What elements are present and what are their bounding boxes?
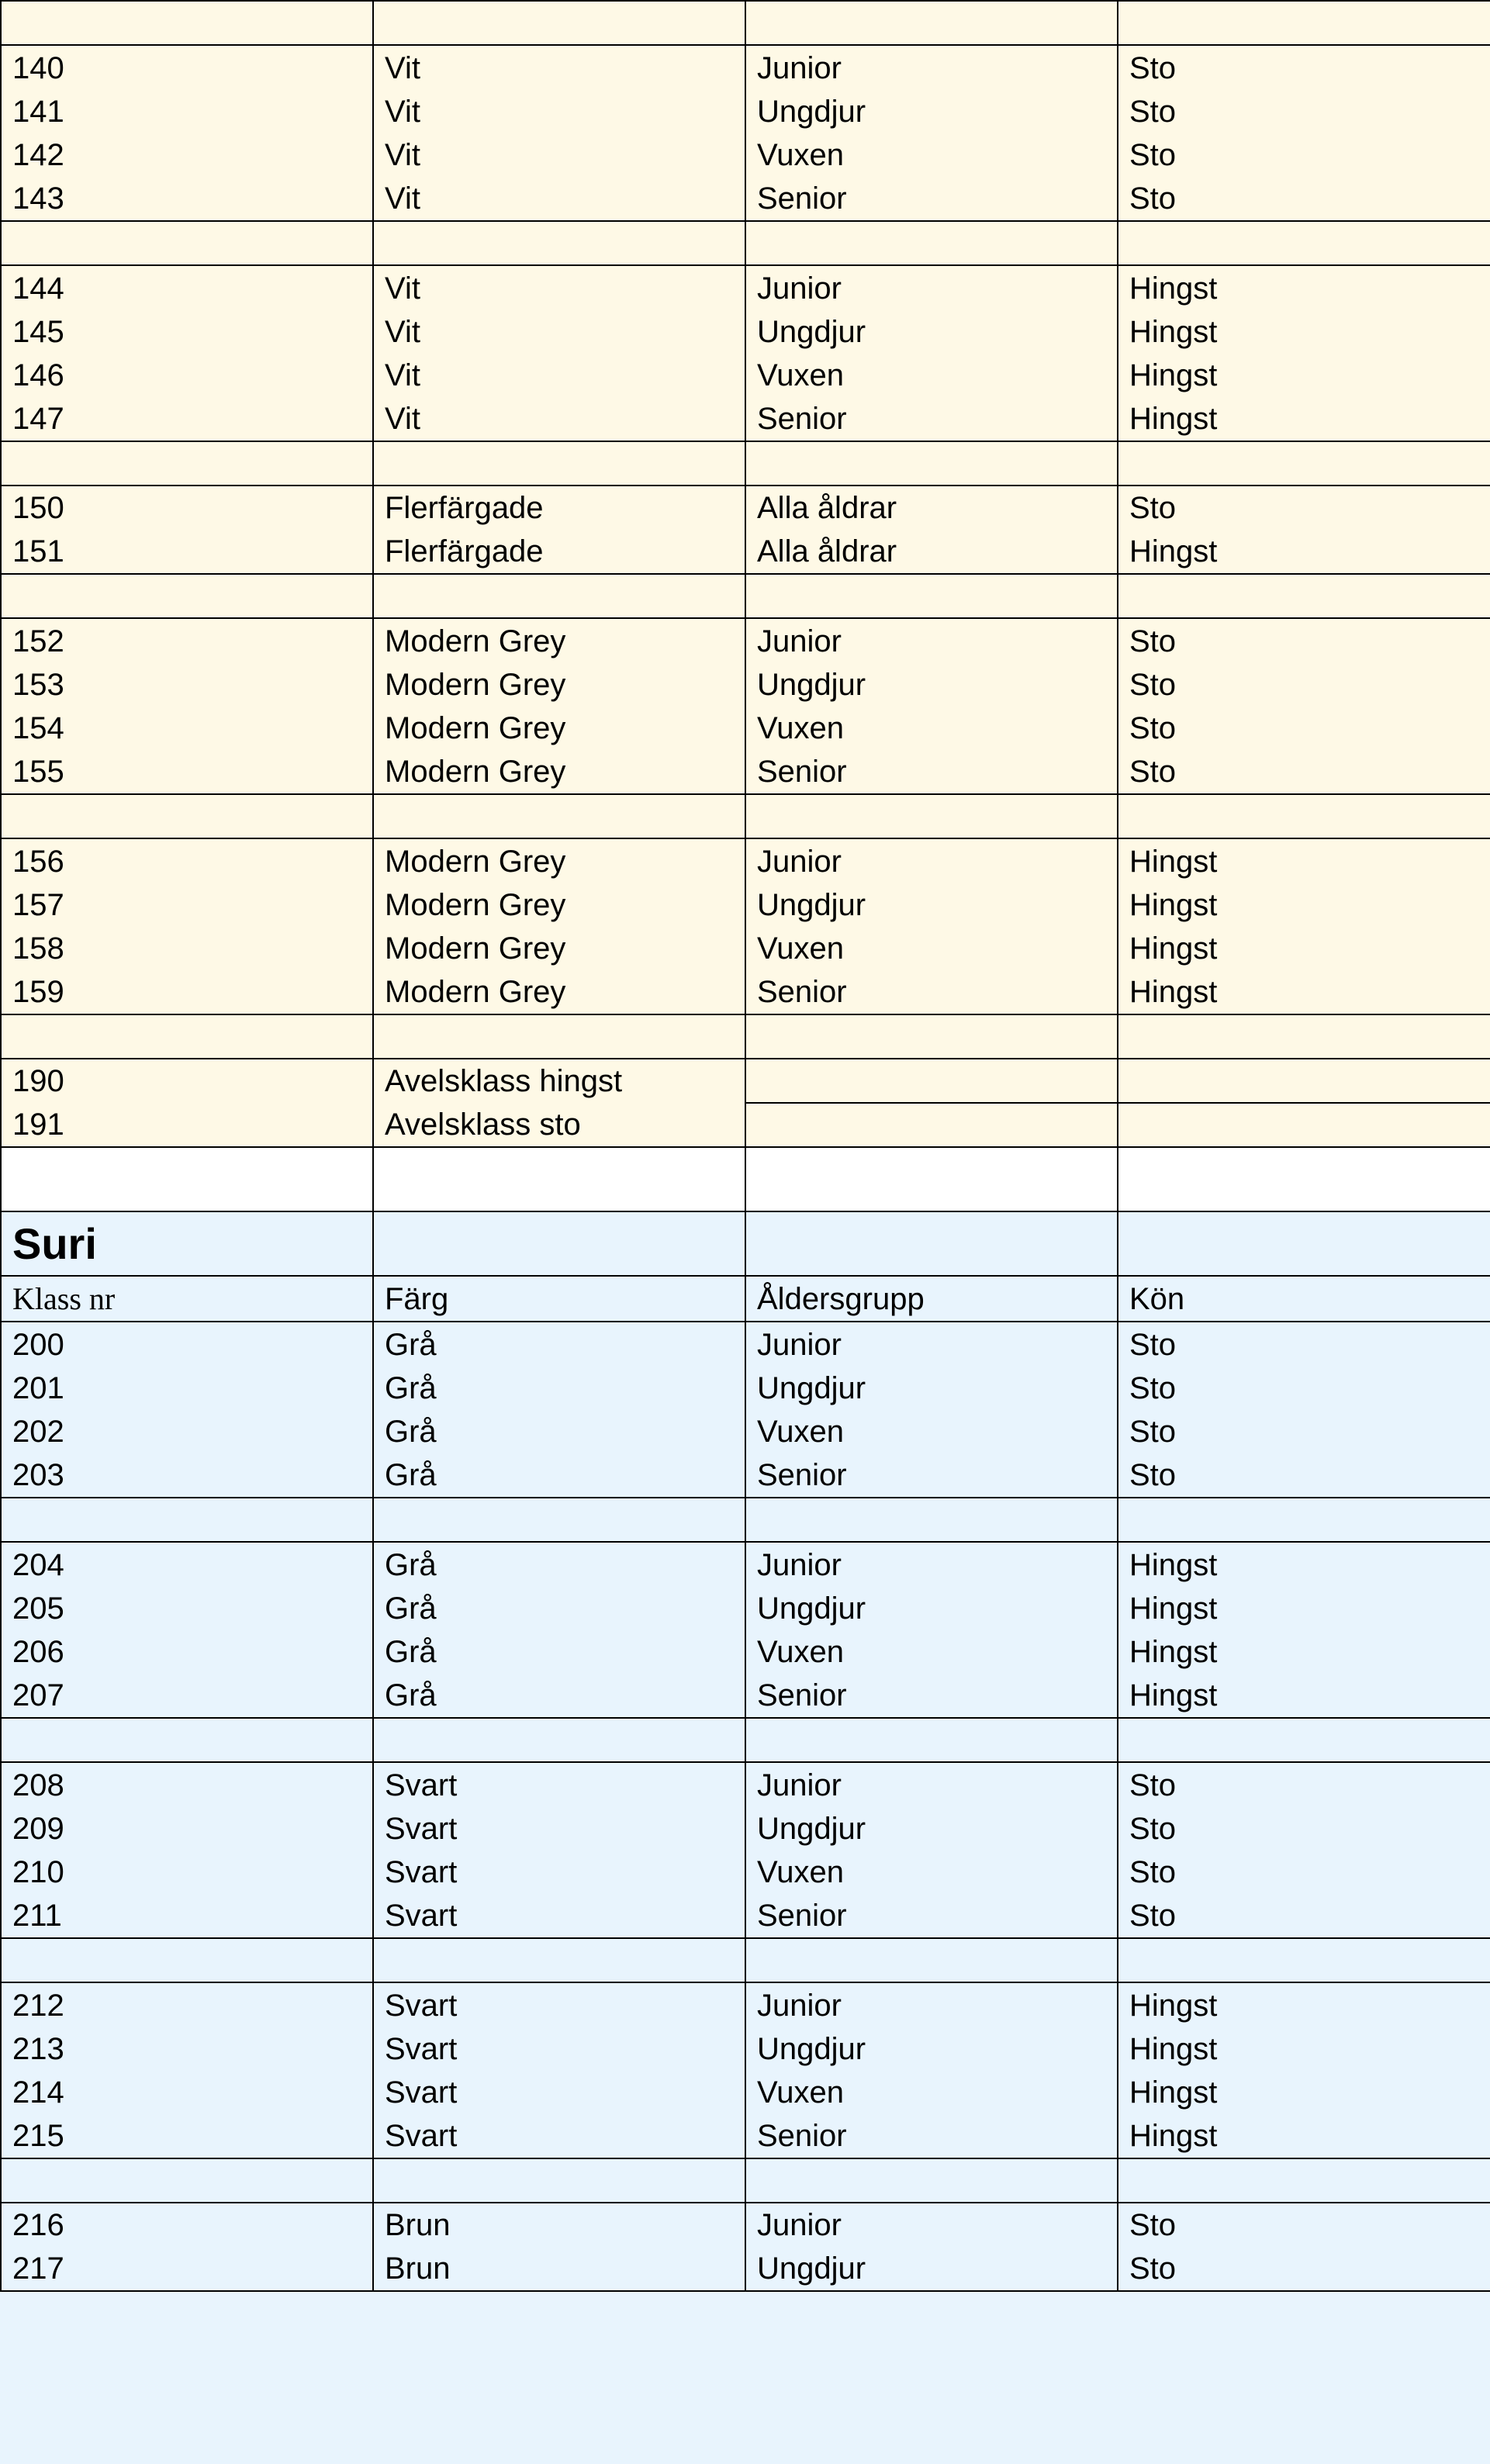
color-value: Vit <box>385 181 420 216</box>
class-number-value: 151 <box>12 534 64 568</box>
sex-value: Sto <box>1129 710 1177 745</box>
sex-value: Hingst <box>1129 1634 1218 1669</box>
color-cell <box>373 1762 745 1938</box>
age-group-cell <box>745 486 1118 574</box>
empty-cell <box>1118 794 1490 838</box>
color-cell <box>373 618 745 794</box>
sex-cell <box>1118 45 1490 221</box>
empty-cell <box>1118 1014 1490 1059</box>
age-group-value: Junior <box>757 1547 842 1582</box>
section-title <box>1 1211 373 1276</box>
class-group-row <box>1 838 1490 1014</box>
age-group-cell <box>745 838 1118 1014</box>
class-number-value: 212 <box>12 1988 64 2023</box>
age-group-value: Alla åldrar <box>757 534 897 568</box>
sex-value: Sto <box>1129 624 1177 658</box>
class-group-row <box>1 1322 1490 1498</box>
empty-cell <box>373 1498 745 1542</box>
age-group-value: Ungdjur <box>757 1370 866 1405</box>
color-value: Grå <box>385 1457 437 1492</box>
empty-cell <box>1118 1938 1490 1982</box>
sex-value: Sto <box>1129 1768 1177 1802</box>
sex-value: Hingst <box>1129 534 1218 568</box>
empty-cell <box>1 574 373 618</box>
empty-cell <box>745 1014 1118 1059</box>
class-number-value: 216 <box>12 2208 64 2242</box>
class-number-cell <box>1 1059 373 1147</box>
color-value: Vit <box>385 401 420 436</box>
empty-cell <box>1118 1498 1490 1542</box>
age-group-value: Alla åldrar <box>757 491 897 525</box>
empty-cell <box>373 794 745 838</box>
class-number-value: 190 <box>12 1064 64 1098</box>
empty-cell <box>745 221 1118 265</box>
sex-value: Sto <box>1129 50 1177 85</box>
sex-value: Sto <box>1129 2208 1177 2242</box>
color-value: Modern Grey <box>385 710 566 745</box>
sex-value: Hingst <box>1129 2075 1218 2110</box>
sex-value: Sto <box>1129 1854 1177 1889</box>
class-number-value: 211 <box>12 1898 62 1933</box>
sex-value: Sto <box>1129 137 1177 172</box>
sex-value: Sto <box>1129 181 1177 216</box>
age-group-value: Junior <box>757 271 842 306</box>
color-value: Vit <box>385 271 420 306</box>
spacer-row <box>1 1 1490 45</box>
sex-value: Hingst <box>1129 1988 1218 2023</box>
class-number-value: 207 <box>12 1678 64 1712</box>
class-number-value: 202 <box>12 1414 64 1449</box>
empty-cell <box>373 1211 745 1276</box>
empty-cell <box>745 441 1118 486</box>
color-value: Vit <box>385 50 420 85</box>
color-value: Grå <box>385 1547 437 1582</box>
age-group-value: Senior <box>757 2118 847 2153</box>
color-value: Brun <box>385 2251 451 2286</box>
class-number-value: 191 <box>12 1108 64 1142</box>
empty-cell <box>745 1211 1118 1276</box>
sex-value: Hingst <box>1129 1547 1218 1582</box>
sex-cell <box>1118 1542 1490 1718</box>
class-number-value: 217 <box>12 2251 64 2286</box>
age-group-cell <box>745 1542 1118 1718</box>
sex-cell <box>1118 265 1490 441</box>
class-number-value: 156 <box>12 844 64 879</box>
age-group-value: Ungdjur <box>757 2031 866 2066</box>
color-value: Svart <box>385 1768 458 1802</box>
sex-value: Sto <box>1129 1457 1177 1492</box>
age-group-value: Ungdjur <box>757 94 866 129</box>
class-number-value: 158 <box>12 931 64 966</box>
class-number-cell <box>1 1762 373 1938</box>
sex-value: Hingst <box>1129 1678 1218 1712</box>
sex-value: Sto <box>1129 491 1177 525</box>
empty-cell <box>745 1938 1118 1982</box>
empty-cell <box>745 574 1118 618</box>
class-number-value: 159 <box>12 974 64 1009</box>
spacer-row <box>1 1498 1490 1542</box>
color-value: Vit <box>385 314 420 349</box>
class-number-value: 147 <box>12 401 64 436</box>
age-group-value: Junior <box>757 1768 842 1802</box>
sex-cell <box>1118 1762 1490 1938</box>
empty-cell <box>373 1938 745 1982</box>
sex-value: Hingst <box>1129 2118 1218 2153</box>
age-group-value: Vuxen <box>757 358 844 392</box>
sex-value: Sto <box>1129 667 1177 702</box>
class-group-row <box>1 265 1490 441</box>
class-group-row <box>1 2203 1490 2291</box>
class-number-cell <box>1 1982 373 2158</box>
sex-value: Hingst <box>1129 271 1218 306</box>
class-number-value: 200 <box>12 1327 64 1362</box>
color-value: Grå <box>385 1327 437 1362</box>
age-group-value: Ungdjur <box>757 2251 866 2286</box>
age-group-cell <box>745 2203 1118 2291</box>
empty-cell <box>1 1498 373 1542</box>
age-group-cell <box>745 1322 1118 1498</box>
color-value: Vit <box>385 137 420 172</box>
empty-split-cell <box>1118 1059 1490 1147</box>
spacer-row <box>1 1938 1490 1982</box>
color-value: Grå <box>385 1591 437 1626</box>
empty-cell <box>1118 1147 1490 1211</box>
empty-cell <box>745 2158 1118 2203</box>
empty-cell <box>745 1147 1118 1211</box>
class-number-value: 150 <box>12 491 64 525</box>
empty-cell <box>745 1 1118 45</box>
class-number-cell <box>1 1542 373 1718</box>
age-group-value: Senior <box>757 1898 847 1933</box>
class-number-value: 205 <box>12 1591 64 1626</box>
sex-cell <box>1118 2203 1490 2291</box>
sex-value: Hingst <box>1129 1591 1218 1626</box>
age-group-cell <box>745 265 1118 441</box>
color-value: Svart <box>385 1854 458 1889</box>
empty-cell <box>1 1938 373 1982</box>
age-group-value: Senior <box>757 974 847 1009</box>
class-number-value: 144 <box>12 271 64 306</box>
sex-cell <box>1118 618 1490 794</box>
age-group-value: Ungdjur <box>757 314 866 349</box>
age-group-value: Vuxen <box>757 1634 844 1669</box>
class-number-value: 140 <box>12 50 64 85</box>
empty-cell <box>1 1718 373 1762</box>
age-group-cell <box>745 45 1118 221</box>
class-number-cell <box>1 45 373 221</box>
age-group-value: Ungdjur <box>757 667 866 702</box>
empty-cell <box>373 2158 745 2203</box>
empty-cell <box>373 574 745 618</box>
empty-cell <box>745 1718 1118 1762</box>
empty-cell <box>1 794 373 838</box>
class-number-value: 213 <box>12 2031 64 2066</box>
class-number-value: 203 <box>12 1457 64 1492</box>
class-group-row <box>1 1542 1490 1718</box>
color-cell <box>373 486 745 574</box>
class-number-value: 204 <box>12 1547 64 1582</box>
sex-value: Hingst <box>1129 844 1218 879</box>
empty-cell <box>1118 1 1490 45</box>
empty-cell <box>745 794 1118 838</box>
color-cell <box>373 2203 745 2291</box>
color-value: Modern Grey <box>385 844 566 879</box>
age-group-header: Åldersgrupp <box>745 1276 1118 1322</box>
spacer-row <box>1 1147 1490 1211</box>
empty-cell <box>373 1147 745 1211</box>
color-cell <box>373 265 745 441</box>
color-value: Modern Grey <box>385 931 566 966</box>
empty-cell <box>745 1498 1118 1542</box>
sex-value: Hingst <box>1129 314 1218 349</box>
age-group-cell <box>745 1762 1118 1938</box>
sex-value: Sto <box>1129 754 1177 789</box>
age-group-value: Junior <box>757 1988 842 2023</box>
class-number-value: 201 <box>12 1370 64 1405</box>
sex-value: Hingst <box>1129 931 1218 966</box>
sex-value: Sto <box>1129 1370 1177 1405</box>
empty-cell <box>1 1147 373 1211</box>
sex-value: Sto <box>1129 1898 1177 1933</box>
suri-title-row <box>1 1211 1490 1276</box>
color-value: Modern Grey <box>385 974 566 1009</box>
class-number-value: 157 <box>12 887 64 922</box>
breeding-group-row <box>1 1059 1490 1147</box>
sex-value: Sto <box>1129 94 1177 129</box>
empty-cell <box>1 2158 373 2203</box>
class-number-value: 146 <box>12 358 64 392</box>
sex-value: Sto <box>1129 1414 1177 1449</box>
age-group-value: Vuxen <box>757 710 844 745</box>
age-group-value: Senior <box>757 1678 847 1712</box>
age-group-value: Junior <box>757 2208 842 2242</box>
class-number-value: 145 <box>12 314 64 349</box>
class-number-value: 206 <box>12 1634 64 1669</box>
age-group-value: Vuxen <box>757 137 844 172</box>
age-group-value: Ungdjur <box>757 1591 866 1626</box>
color-value: Grå <box>385 1370 437 1405</box>
class-number-value: 209 <box>12 1811 64 1846</box>
age-group-value: Senior <box>757 754 847 789</box>
empty-cell <box>1 221 373 265</box>
class-number-value: 141 <box>12 94 64 129</box>
sex-value: Hingst <box>1129 887 1218 922</box>
suri-heading: Suri <box>12 1218 97 1268</box>
empty-cell <box>373 1014 745 1059</box>
empty-cell <box>1118 221 1490 265</box>
age-group-value: Vuxen <box>757 1854 844 1889</box>
suri-header-row <box>1 1276 1490 1322</box>
age-group-cell <box>745 618 1118 794</box>
sex-value: Hingst <box>1129 974 1218 1009</box>
color-value: Svart <box>385 1988 458 2023</box>
empty-cell <box>1 1 373 45</box>
color-value: Modern Grey <box>385 667 566 702</box>
class-number-value: 214 <box>12 2075 64 2110</box>
color-value: Vit <box>385 358 420 392</box>
class-number-cell <box>1 618 373 794</box>
breeding-label-value: Avelsklass sto <box>385 1108 581 1142</box>
breeding-label-cell <box>373 1059 745 1147</box>
color-cell <box>373 838 745 1014</box>
class-group-row <box>1 1762 1490 1938</box>
empty-cell <box>373 1 745 45</box>
class-group-row <box>1 45 1490 221</box>
age-group-value: Vuxen <box>757 931 844 966</box>
color-value: Brun <box>385 2208 451 2242</box>
color-value: Grå <box>385 1634 437 1669</box>
class-number-value: 215 <box>12 2118 64 2153</box>
empty-cell <box>1118 574 1490 618</box>
spacer-row <box>1 2158 1490 2203</box>
color-value: Modern Grey <box>385 624 566 658</box>
empty-cell <box>373 1718 745 1762</box>
age-group-value: Senior <box>757 181 847 216</box>
empty-cell <box>1 441 373 486</box>
color-value: Vit <box>385 94 420 129</box>
sex-value: Sto <box>1129 1327 1177 1362</box>
empty-split-cell <box>745 1059 1118 1147</box>
color-value: Svart <box>385 1898 458 1933</box>
color-value: Grå <box>385 1678 437 1712</box>
color-value: Modern Grey <box>385 754 566 789</box>
class-number-value: 208 <box>12 1768 64 1802</box>
empty-cell <box>1118 441 1490 486</box>
class-number-value: 153 <box>12 667 64 702</box>
spacer-row <box>1 1718 1490 1762</box>
empty-cell <box>1118 1718 1490 1762</box>
age-group-value: Vuxen <box>757 2075 844 2110</box>
class-number-cell <box>1 2203 373 2291</box>
color-value: Svart <box>385 2031 458 2066</box>
age-group-cell <box>745 1982 1118 2158</box>
spacer-row <box>1 574 1490 618</box>
spacer-row <box>1 1014 1490 1059</box>
spacer-row <box>1 794 1490 838</box>
class-number-cell <box>1 265 373 441</box>
color-value: Flerfärgade <box>385 534 544 568</box>
empty-cell <box>1118 2158 1490 2203</box>
age-group-value: Junior <box>757 624 842 658</box>
class-number-value: 152 <box>12 624 64 658</box>
color-value: Flerfärgade <box>385 491 544 525</box>
age-group-value: Senior <box>757 401 847 436</box>
empty-cell <box>1118 1211 1490 1276</box>
color-value: Grå <box>385 1414 437 1449</box>
sex-value: Hingst <box>1129 401 1218 436</box>
age-group-value: Vuxen <box>757 1414 844 1449</box>
sex-value: Sto <box>1129 1811 1177 1846</box>
color-value: Modern Grey <box>385 887 566 922</box>
empty-cell <box>1 1014 373 1059</box>
sex-cell <box>1118 486 1490 574</box>
class-number-header: Klass nr <box>1 1276 373 1322</box>
class-number-cell <box>1 838 373 1014</box>
sex-cell <box>1118 1982 1490 2158</box>
color-cell <box>373 1322 745 1498</box>
class-number-value: 142 <box>12 137 64 172</box>
spacer-row <box>1 441 1490 486</box>
spacer-row <box>1 221 1490 265</box>
color-value: Svart <box>385 1811 458 1846</box>
age-group-value: Ungdjur <box>757 887 866 922</box>
sex-cell <box>1118 838 1490 1014</box>
class-number-value: 210 <box>12 1854 64 1889</box>
color-cell <box>373 45 745 221</box>
age-group-value: Ungdjur <box>757 1811 866 1846</box>
empty-cell <box>373 221 745 265</box>
age-group-value: Junior <box>757 50 842 85</box>
breeding-label-value: Avelsklass hingst <box>385 1064 623 1098</box>
class-number-cell <box>1 1322 373 1498</box>
sex-header: Kön <box>1118 1276 1490 1322</box>
color-header: Färg <box>373 1276 745 1322</box>
color-value: Svart <box>385 2118 458 2153</box>
sex-value: Hingst <box>1129 358 1218 392</box>
age-group-value: Senior <box>757 1457 847 1492</box>
color-cell <box>373 1542 745 1718</box>
age-group-value: Junior <box>757 844 842 879</box>
sex-cell <box>1118 1322 1490 1498</box>
class-group-row <box>1 1982 1490 2158</box>
sex-value: Sto <box>1129 2251 1177 2286</box>
color-value: Svart <box>385 2075 458 2110</box>
empty-cell <box>373 441 745 486</box>
age-group-value: Junior <box>757 1327 842 1362</box>
color-cell <box>373 1982 745 2158</box>
sex-value: Hingst <box>1129 2031 1218 2066</box>
class-number-value: 154 <box>12 710 64 745</box>
class-number-value: 155 <box>12 754 64 789</box>
class-number-cell <box>1 486 373 574</box>
class-group-row <box>1 486 1490 574</box>
class-group-row <box>1 618 1490 794</box>
class-number-value: 143 <box>12 181 64 216</box>
